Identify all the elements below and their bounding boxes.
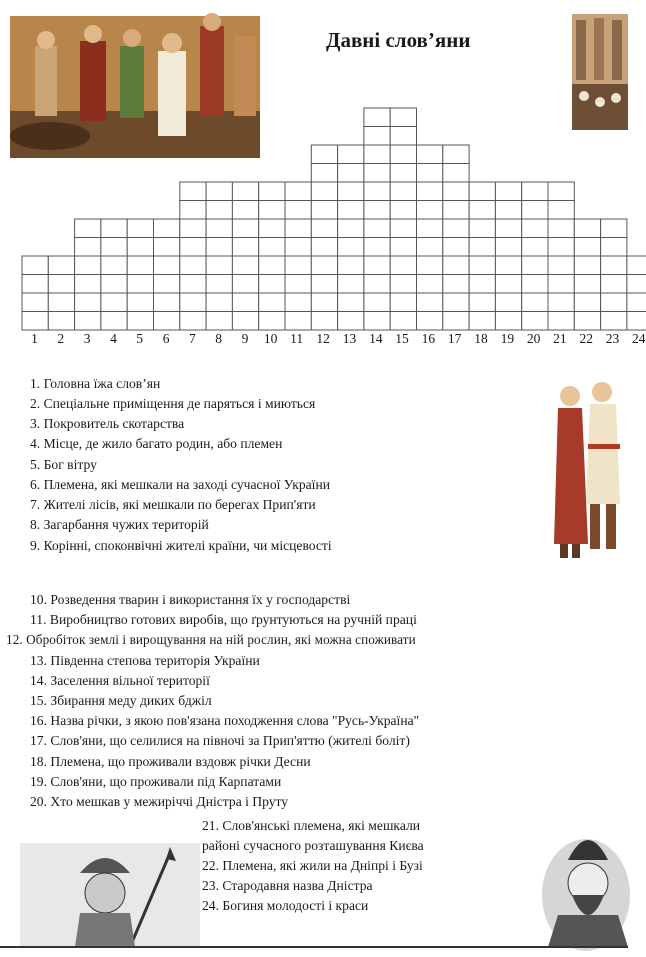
clue-item: 1. Головна їжа слов’ян	[30, 376, 161, 391]
clue-item: 4. Місце, де жило багато родин, або племен	[30, 436, 283, 451]
crossword-cell[interactable]	[417, 182, 443, 201]
crossword-cell[interactable]	[75, 293, 101, 312]
clue-item: 20. Хто мешкав у межиріччі Дністра і Пруту	[30, 794, 289, 809]
crossword-cell[interactable]	[548, 293, 574, 312]
crossword-cell[interactable]	[285, 312, 311, 331]
crossword-cell[interactable]	[390, 182, 416, 201]
crossword-cell[interactable]	[574, 256, 600, 275]
crossword-cell[interactable]	[180, 256, 206, 275]
crossword-cell[interactable]	[443, 219, 469, 238]
crossword-cell[interactable]	[311, 164, 337, 183]
crossword-cell[interactable]	[364, 201, 390, 220]
crossword-cell[interactable]	[75, 238, 101, 257]
crossword-cell[interactable]	[127, 293, 153, 312]
crossword-cell[interactable]	[417, 256, 443, 275]
crossword-cell[interactable]	[154, 238, 180, 257]
column-number: 14	[369, 331, 383, 346]
column-number: 11	[290, 331, 304, 346]
crossword-cell[interactable]	[311, 312, 337, 331]
crossword-cell[interactable]	[101, 238, 127, 257]
crossword-cell[interactable]	[495, 256, 521, 275]
crossword-cell[interactable]	[259, 201, 285, 220]
column-number: 8	[215, 331, 223, 346]
crossword-cell[interactable]	[364, 312, 390, 331]
column-number: 15	[395, 331, 409, 346]
crossword-cell[interactable]	[364, 108, 390, 127]
crossword-cell[interactable]	[601, 256, 627, 275]
crossword-cell[interactable]	[574, 275, 600, 294]
crossword-cell[interactable]	[390, 108, 416, 127]
crossword-cell[interactable]	[206, 275, 232, 294]
crossword-cell[interactable]	[601, 312, 627, 331]
clue-item: 10. Розведення тварин і використання їх у господарстві	[30, 592, 351, 607]
crossword-cell[interactable]	[601, 238, 627, 257]
crossword-cell[interactable]	[101, 293, 127, 312]
crossword-cell[interactable]	[285, 219, 311, 238]
crossword-cell[interactable]	[206, 293, 232, 312]
crossword-cell[interactable]	[469, 275, 495, 294]
crossword-cell[interactable]	[548, 182, 574, 201]
crossword-cell[interactable]	[180, 238, 206, 257]
crossword-cell[interactable]	[259, 219, 285, 238]
crossword-cell[interactable]	[311, 238, 337, 257]
crossword-cell[interactable]	[522, 201, 548, 220]
crossword-cell[interactable]	[154, 275, 180, 294]
crossword-cell[interactable]	[443, 275, 469, 294]
crossword-cell[interactable]	[469, 256, 495, 275]
crossword-cell[interactable]	[338, 275, 364, 294]
column-number: 2	[57, 331, 65, 346]
column-number: 19	[500, 331, 515, 346]
column-number: 4	[110, 331, 117, 346]
crossword-cell[interactable]	[522, 293, 548, 312]
crossword-cell[interactable]	[574, 219, 600, 238]
crossword-cell[interactable]	[101, 312, 127, 331]
crossword-cell[interactable]	[548, 238, 574, 257]
crossword-grid	[0, 0, 628, 340]
crossword-cell[interactable]	[22, 293, 48, 312]
crossword-cell[interactable]	[390, 127, 416, 146]
crossword-cell[interactable]	[338, 164, 364, 183]
crossword-cell[interactable]	[232, 201, 258, 220]
crossword-cell[interactable]	[548, 275, 574, 294]
slavic-couple-illustration	[550, 374, 628, 564]
crossword-cell[interactable]	[390, 145, 416, 164]
crossword-cell[interactable]	[443, 182, 469, 201]
crossword-cell[interactable]	[417, 145, 443, 164]
crossword-cell[interactable]	[154, 312, 180, 331]
crossword-cell[interactable]	[364, 256, 390, 275]
crossword-cell[interactable]	[469, 238, 495, 257]
clue-item: 14. Заселення вільної території	[30, 673, 210, 688]
crossword-cell[interactable]	[522, 312, 548, 331]
warrior-helmet-illustration	[20, 843, 200, 947]
crossword-cell[interactable]	[206, 201, 232, 220]
crossword-cell[interactable]	[601, 275, 627, 294]
crossword-cell[interactable]	[259, 256, 285, 275]
crossword-cell[interactable]	[338, 182, 364, 201]
crossword-cell[interactable]	[75, 275, 101, 294]
clue-item: 16. Назва річки, з якою пов'язана походження слова "Русь-Україна"	[30, 713, 420, 728]
crossword-cell[interactable]	[48, 275, 74, 294]
crossword-cell[interactable]	[417, 201, 443, 220]
crossword-cell[interactable]	[75, 256, 101, 275]
column-number: 13	[342, 331, 357, 346]
crossword-cell[interactable]	[443, 293, 469, 312]
page-title: Давні слов’яни	[326, 28, 471, 52]
column-number: 1	[31, 331, 38, 346]
column-number: 5	[136, 331, 144, 346]
crossword-cell[interactable]	[627, 293, 646, 312]
crossword-cell[interactable]	[285, 238, 311, 257]
crossword-cell[interactable]	[574, 312, 600, 331]
crossword-cell[interactable]	[232, 182, 258, 201]
clue-item: 17. Слов'яни, що селилися на півночі за Прип'яттю (жителі боліт)	[30, 733, 410, 748]
crossword-cell[interactable]	[232, 238, 258, 257]
crossword-cell[interactable]	[548, 201, 574, 220]
crossword-cell[interactable]	[548, 312, 574, 331]
crossword-cell[interactable]	[390, 293, 416, 312]
crossword-cell[interactable]	[443, 201, 469, 220]
crossword-cell[interactable]	[259, 312, 285, 331]
crossword-cell[interactable]	[311, 275, 337, 294]
crossword-cell[interactable]	[443, 256, 469, 275]
crossword-cell[interactable]	[127, 238, 153, 257]
crossword-cell[interactable]	[285, 182, 311, 201]
crossword-cell[interactable]	[75, 312, 101, 331]
column-number: 7	[189, 331, 196, 346]
crossword-cell[interactable]	[548, 256, 574, 275]
crossword-cell[interactable]	[495, 275, 521, 294]
crossword-cell[interactable]	[180, 219, 206, 238]
crossword-cell[interactable]	[627, 275, 646, 294]
crossword-cell[interactable]	[495, 219, 521, 238]
crossword-cell[interactable]	[259, 238, 285, 257]
clue-item: 19. Слов'яни, що проживали під Карпатами	[30, 774, 282, 789]
crossword-cell[interactable]	[22, 275, 48, 294]
clue-item: 5. Бог вітру	[30, 457, 97, 472]
crossword-cell[interactable]	[495, 182, 521, 201]
column-number: 18	[474, 331, 488, 346]
crossword-cell[interactable]	[522, 256, 548, 275]
crossword-cell[interactable]	[311, 293, 337, 312]
crossword-cell[interactable]	[417, 219, 443, 238]
clue-item: 12. Обробіток землі і вирощування на ній рослин, які можна споживати	[6, 632, 416, 647]
crossword-cell[interactable]	[22, 312, 48, 331]
crossword-cell[interactable]	[390, 275, 416, 294]
column-number: 12	[316, 331, 330, 346]
crossword-cell[interactable]	[206, 238, 232, 257]
crossword-cell[interactable]	[311, 201, 337, 220]
crossword-cell[interactable]	[180, 312, 206, 331]
crossword-cell[interactable]	[48, 293, 74, 312]
clue-item: 18. Племена, що проживали вздовж річки Десни	[30, 754, 311, 769]
crossword-cell[interactable]	[469, 293, 495, 312]
clue-item: 15. Збирання меду диких бджіл	[30, 693, 212, 708]
column-number: 16	[421, 331, 436, 346]
crossword-cell[interactable]	[364, 127, 390, 146]
crossword-cell[interactable]	[364, 275, 390, 294]
crossword-cell[interactable]	[495, 238, 521, 257]
crossword-cell[interactable]	[338, 256, 364, 275]
crossword-cell[interactable]	[311, 145, 337, 164]
crossword-cell[interactable]	[259, 182, 285, 201]
crossword-cell[interactable]	[232, 312, 258, 331]
crossword-cell[interactable]	[75, 219, 101, 238]
bottom-divider	[0, 946, 628, 948]
crossword-cell[interactable]	[285, 293, 311, 312]
crossword-cell[interactable]	[285, 201, 311, 220]
crossword-cell[interactable]	[338, 201, 364, 220]
crossword-cell[interactable]	[206, 256, 232, 275]
crossword-cell[interactable]	[522, 182, 548, 201]
crossword-cell[interactable]	[601, 219, 627, 238]
crossword-cell[interactable]	[574, 238, 600, 257]
crossword-cell[interactable]	[495, 312, 521, 331]
crossword-cell[interactable]	[364, 238, 390, 257]
clue-item: 6. Племена, які мешкали на заході сучасної України	[30, 477, 330, 492]
crossword-cell[interactable]	[548, 219, 574, 238]
column-number: 24	[632, 331, 646, 346]
crossword-cell[interactable]	[390, 219, 416, 238]
crossword-cell[interactable]	[469, 312, 495, 331]
column-number: 10	[263, 331, 278, 346]
crossword-cell[interactable]	[206, 182, 232, 201]
crossword-cell[interactable]	[417, 164, 443, 183]
clue-item: 3. Покровитель скотарства	[30, 416, 185, 431]
column-number: 20	[526, 331, 541, 346]
crossword-cell[interactable]	[338, 238, 364, 257]
column-number: 21	[553, 331, 567, 346]
crossword-cell[interactable]	[390, 164, 416, 183]
column-number: 6	[162, 331, 170, 346]
crossword-cell[interactable]	[285, 275, 311, 294]
crossword-cell[interactable]	[338, 312, 364, 331]
clue-item: 22. Племена, які жили на Дніпрі і Бузі	[202, 858, 423, 873]
crossword-cell[interactable]	[443, 164, 469, 183]
crossword-cell[interactable]	[22, 256, 48, 275]
crossword-cell[interactable]	[206, 219, 232, 238]
crossword-cell[interactable]	[180, 275, 206, 294]
clue-item: 2. Спеціальне приміщення де паряться і миються	[30, 396, 316, 411]
crossword-cell[interactable]	[417, 238, 443, 257]
crossword-cell[interactable]	[101, 275, 127, 294]
clue-item: 9. Корінні, споконвічні жителі країни, чи місцевості	[30, 538, 332, 553]
crossword-cell[interactable]	[390, 312, 416, 331]
crossword-cell[interactable]	[417, 275, 443, 294]
crossword-cell[interactable]	[127, 312, 153, 331]
clue-item: 21. Слов'янські племена, які мешкали	[202, 818, 421, 833]
crossword-cell[interactable]	[259, 275, 285, 294]
clue-item: 23. Стародавня назва Дністра	[202, 878, 373, 893]
clue-item: 11. Виробництво готових виробів, що ґрунтуються на ручній праці	[30, 612, 417, 627]
crossword-cell[interactable]	[364, 164, 390, 183]
column-number: 9	[241, 331, 249, 346]
crossword-cell[interactable]	[311, 256, 337, 275]
crossword-cell[interactable]	[338, 219, 364, 238]
crossword-cell[interactable]	[390, 238, 416, 257]
crossword-cell[interactable]	[417, 312, 443, 331]
crossword-cell[interactable]	[127, 256, 153, 275]
crossword-cell[interactable]	[232, 275, 258, 294]
column-number: 23	[605, 331, 620, 346]
crossword-cell[interactable]	[469, 219, 495, 238]
column-number: 17	[447, 331, 462, 346]
crossword-cell[interactable]	[285, 256, 311, 275]
crossword-cell[interactable]	[206, 312, 232, 331]
crossword-cell[interactable]	[364, 182, 390, 201]
crossword-cell[interactable]	[101, 256, 127, 275]
crossword-cell[interactable]	[154, 293, 180, 312]
crossword-cell[interactable]	[417, 293, 443, 312]
crossword-cell[interactable]	[232, 219, 258, 238]
crossword-cell[interactable]	[154, 256, 180, 275]
clue-item: 24. Богиня молодості і краси	[202, 898, 369, 913]
crossword-cell[interactable]	[154, 219, 180, 238]
crossword-cell[interactable]	[574, 293, 600, 312]
crossword-cell[interactable]	[627, 256, 646, 275]
crossword-cell[interactable]	[522, 219, 548, 238]
clue-item: 13. Південна степова територія України	[30, 653, 260, 668]
clue-item: 7. Жителі лісів, які мешкали по берегах Прип'яти	[30, 497, 316, 512]
crossword-cell[interactable]	[259, 293, 285, 312]
crossword-cell[interactable]	[364, 145, 390, 164]
crossword-cell[interactable]	[338, 145, 364, 164]
crossword-cell[interactable]	[338, 293, 364, 312]
crossword-cell[interactable]	[127, 275, 153, 294]
crossword-cell[interactable]	[469, 201, 495, 220]
column-number: 22	[579, 331, 593, 346]
clue-item: районі сучасного розташування Києва	[202, 838, 424, 853]
crossword-cell[interactable]	[443, 312, 469, 331]
crossword-cell[interactable]	[443, 145, 469, 164]
crossword-cell[interactable]	[311, 219, 337, 238]
crossword-cell[interactable]	[390, 256, 416, 275]
crossword-cell[interactable]	[232, 293, 258, 312]
column-number: 3	[83, 331, 91, 346]
prince-portrait-illustration	[528, 825, 628, 947]
crossword-cell[interactable]	[443, 238, 469, 257]
crossword-cell[interactable]	[180, 182, 206, 201]
crossword-cell[interactable]	[522, 275, 548, 294]
crossword-cell[interactable]	[180, 201, 206, 220]
crossword-cell[interactable]	[522, 238, 548, 257]
crossword-cell[interactable]	[48, 256, 74, 275]
crossword-cell[interactable]	[627, 312, 646, 331]
crossword-cell[interactable]	[390, 201, 416, 220]
crossword-cell[interactable]	[180, 293, 206, 312]
crossword-cell[interactable]	[364, 219, 390, 238]
crossword-cell[interactable]	[495, 293, 521, 312]
crossword-cell[interactable]	[101, 219, 127, 238]
crossword-cell[interactable]	[48, 312, 74, 331]
crossword-cell[interactable]	[469, 182, 495, 201]
crossword-cell[interactable]	[364, 293, 390, 312]
clue-item: 8. Загарбання чужих територій	[30, 517, 209, 532]
crossword-cell[interactable]	[601, 293, 627, 312]
crossword-cell[interactable]	[495, 201, 521, 220]
crossword-cell[interactable]	[232, 256, 258, 275]
crossword-cell[interactable]	[127, 219, 153, 238]
crossword-cell[interactable]	[311, 182, 337, 201]
